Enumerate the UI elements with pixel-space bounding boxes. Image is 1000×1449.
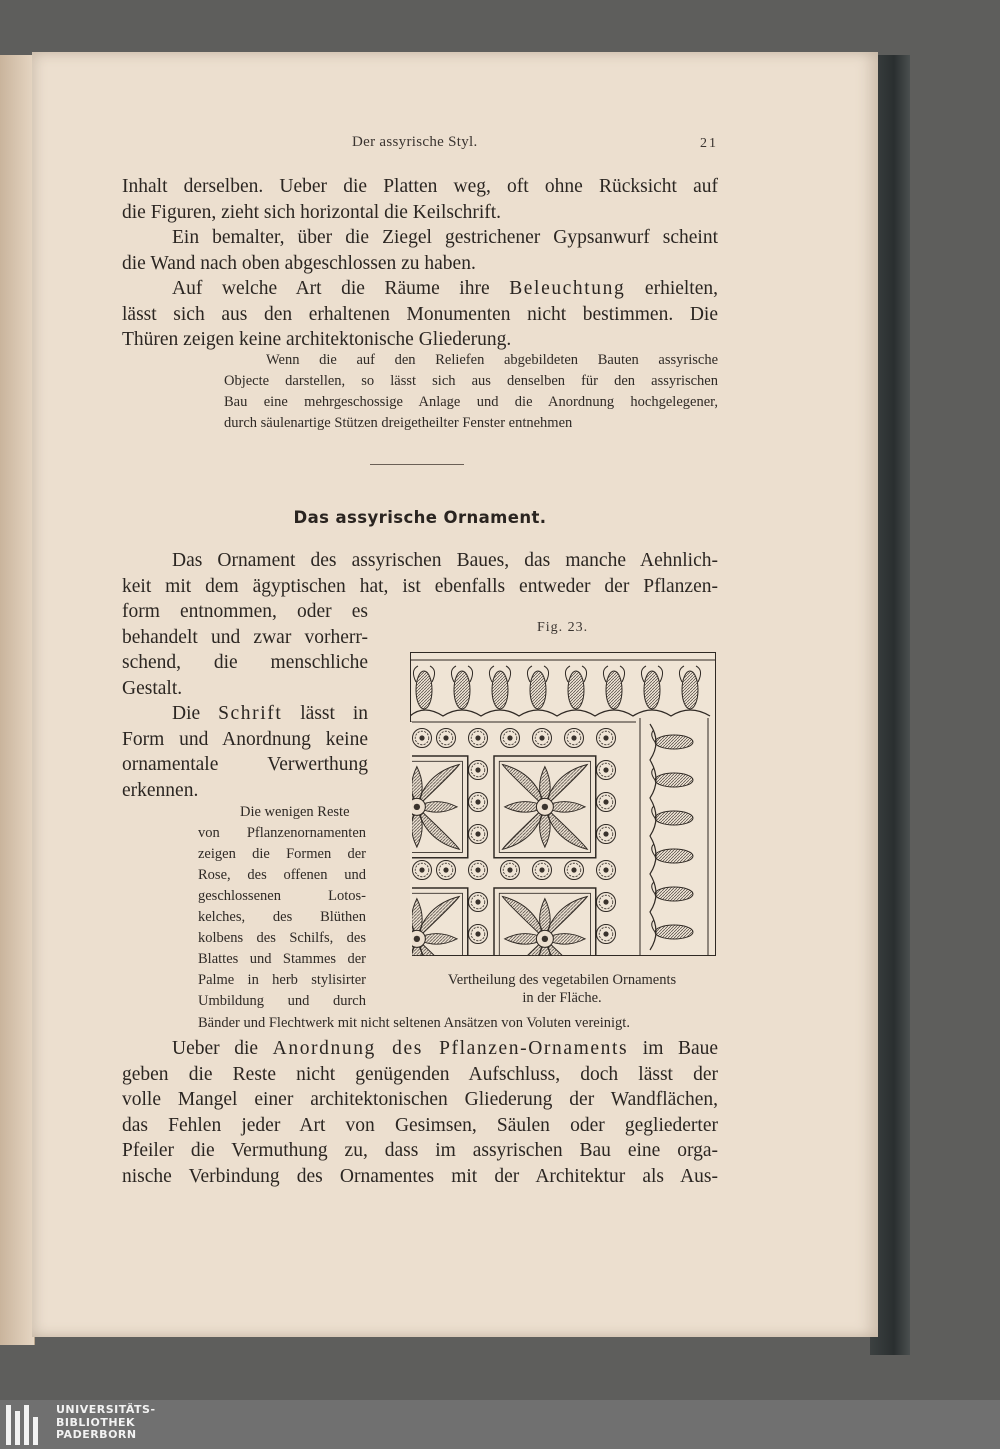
text-line: das Fehlen jeder Art von Gesimsen, Säulen oder gegliederter	[122, 1114, 718, 1136]
note-2	[198, 802, 366, 1012]
text-line: durch säulenartige Stützen dreigetheilter Fenster entnehmen	[224, 415, 573, 431]
caption-line: Vertheilung des vegetabilen Ornaments	[447, 972, 677, 988]
library-logo-icon	[6, 1405, 46, 1445]
note-1	[224, 350, 718, 434]
logo-line: PADERBORN	[56, 1428, 137, 1441]
book-page	[32, 52, 878, 1337]
text-line: Inhalt derselben. Ueber die Platten weg, oft ohne Rücksicht auf	[122, 176, 718, 197]
section-heading: Das assyrische Ornament.	[293, 508, 547, 527]
text-line: die Figuren, zieht sich horizontal die Keilschrift.	[122, 201, 502, 223]
emphasis-spaced: Anordnung des Pflanzen-Ornaments	[272, 1038, 629, 1059]
emphasis-spaced: Schrift	[218, 703, 283, 724]
page-number: 21	[700, 136, 718, 151]
text-line: Gestalt.	[122, 677, 183, 699]
text-line: zeigen die Formen der	[198, 846, 366, 862]
caption-line: in der Fläche.	[522, 990, 602, 1006]
logo-line: BIBLIOTHEK	[56, 1415, 136, 1429]
text-line	[122, 276, 718, 302]
text-line: Palme in herb stylisirter	[198, 972, 366, 988]
text-line: Wenn die auf den Reliefen abgebildeten Bauten assyrische	[266, 352, 718, 368]
text-line: schend, die menschliche	[122, 652, 368, 673]
text-line: erkennen.	[122, 779, 199, 801]
paragraph-4-continued	[122, 599, 368, 701]
text-line: volle Mangel einer architektonischen Gliederung der Wandflächen,	[122, 1089, 718, 1110]
text-line: die Wand nach oben abgeschlossen zu haben.	[122, 252, 476, 274]
text-line: Thüren zeigen keine architektonische Gliederung.	[122, 329, 512, 350]
text-line: Ein bemalter, über die Ziegel gestrichener Gypsanwurf scheint	[172, 227, 718, 248]
section-separator	[370, 464, 464, 465]
text-fragment: erhielten,	[644, 278, 719, 299]
text-line: Form und Anordnung keine	[122, 728, 368, 750]
text-line: form entnommen, oder es	[122, 601, 368, 622]
text-line: Blattes und Stammes der	[198, 951, 366, 967]
text-line: Das Ornament des assyrischen Baues, das manche Aehnlich-	[172, 550, 718, 571]
library-logo-text	[56, 1404, 156, 1442]
paragraph-6	[122, 1036, 718, 1189]
text-line	[122, 701, 368, 727]
text-line: behandelt und zwar vorherr-	[122, 626, 368, 648]
text-line: Rose, des offenen und	[198, 867, 366, 883]
paragraph-1	[122, 174, 718, 225]
paragraph-3	[122, 276, 718, 353]
note-2-continued	[198, 1013, 720, 1034]
text-line: nische Verbindung des Ornamentes mit der Architektur als Aus-	[122, 1165, 718, 1187]
text-line: geschlossenen Lotos-	[198, 888, 366, 904]
text-line: geben die Reste nicht genügenden Aufschluss, doch lässt der	[122, 1063, 718, 1085]
paragraph-4	[122, 548, 718, 599]
emphasis-spaced: Beleuchtung	[509, 278, 626, 299]
text-line: Umbildung und durch	[198, 993, 366, 1009]
figure-label: Fig. 23.	[537, 620, 589, 635]
text-line: Objecte darstellen, so lässt sich aus denselben für den assyrischen	[224, 373, 718, 389]
text-fragment: Ueber die	[172, 1038, 259, 1059]
text-fragment: im Baue	[642, 1038, 719, 1059]
text-fragment: Auf welche Art die Räume ihre	[172, 278, 490, 299]
paragraph-5	[122, 701, 368, 803]
text-line: Bau eine mehrgeschossige Anlage und die Anordnung hochgelegener,	[224, 394, 718, 410]
text-line: Die wenigen Reste	[240, 804, 350, 820]
text-line: von Pflanzenornamenten	[198, 825, 366, 841]
text-fragment: Die	[172, 703, 201, 724]
text-line: Pfeiler die Vermuthung zu, dass im assyrischen Bau eine orga-	[122, 1140, 718, 1161]
running-title: Der assyrische Styl.	[352, 134, 478, 150]
text-fragment: lässt in	[300, 703, 368, 724]
text-line: ornamentale Verwerthung	[122, 754, 368, 775]
ornament-figure	[410, 652, 716, 956]
text-line: lässt sich aus den erhaltenen Monumenten nicht bestimmen. Die	[122, 303, 718, 325]
text-line: kelches, des Blüthen	[198, 909, 366, 925]
text-line: Bänder und Flechtwerk mit nicht seltenen Ansätzen von Voluten vereinigt.	[198, 1015, 630, 1031]
figure-caption	[412, 971, 712, 1007]
text-line: keit mit dem ägyptischen hat, ist ebenfalls entweder der Pflanzen-	[122, 575, 718, 597]
text-line: kolbens des Schilfs, des	[198, 930, 366, 946]
paragraph-2	[122, 225, 718, 276]
logo-line: UNIVERSITÄTS-	[56, 1403, 156, 1416]
text-line	[122, 1036, 718, 1062]
facing-page-edge	[0, 55, 35, 1345]
